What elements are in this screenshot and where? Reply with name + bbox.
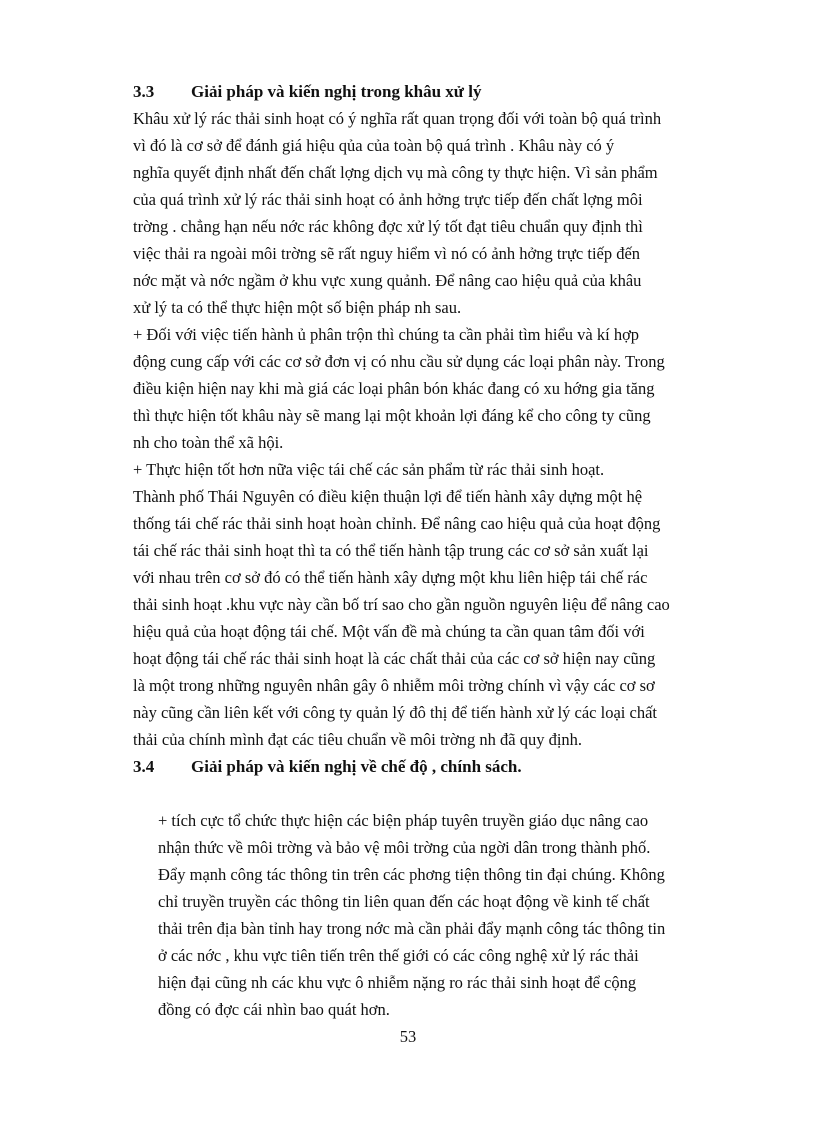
text-line: thải sinh hoạt .khu vực này cần bố trí sao cho gần nguồn nguyên liệu để nâng cao: [133, 595, 670, 614]
text-line: là một trong những nguyên nhân gây ô nhiễm môi trờng chính vì vậy các cơ sơ: [133, 676, 655, 695]
text-line: tái chế rác thải sinh hoạt thì ta có thể tiến hành tập trung các cơ sở sản xuất lại: [133, 541, 649, 560]
section-title: Giải pháp và kiến nghị về chế độ , chính sách.: [191, 757, 522, 776]
section-title: Giải pháp và kiến nghị trong khâu xử lý: [191, 82, 482, 101]
text-line: với nhau trên cơ sở đó có thể tiến hành xây dựng một khu liên hiệp tái chế rác: [133, 568, 648, 587]
section-3-3-heading: [133, 82, 482, 102]
text-line: Khâu xử lý rác thải sinh hoạt có ý nghĩa rất quan trọng đối với toàn bộ quá trình: [133, 109, 662, 128]
text-line: hiệu quả của hoạt động tái chế. Một vấn đề mà chúng ta cần quan tâm đối với: [133, 622, 645, 641]
text-line: thải của chính mình đạt các tiêu chuẩn về môi trờng nh đã quy định.: [133, 730, 583, 749]
text-line: + Đối với việc tiến hành ủ phân trộn thì chúng ta cần phải tìm hiểu và kí hợp: [133, 325, 640, 344]
text-line: chỉ truyền truyền các thông tin liên quan đến các hoạt động về kinh tế chất: [158, 892, 650, 911]
text-line: ở các nớc , khu vực tiên tiến trên thế giới có các công nghệ xử lý rác thải: [158, 946, 639, 965]
text-line: việc thải ra ngoài môi trờng sẽ rất nguy hiểm vì nó có ảnh hởng trực tiếp đến: [133, 244, 641, 263]
text-line: nớc mặt và nớc ngầm ở khu vực xung quảnh. Để nâng cao hiệu quả của khâu: [133, 271, 642, 290]
text-line: nh cho toàn thể xã hội.: [133, 433, 284, 452]
text-line: nghĩa quyết định nhất đến chất lợng dịch vụ mà công ty thực hiện. Vì sản phẩm: [133, 163, 658, 182]
text-line: xử lý ta có thể thực hiện một số biện pháp nh sau.: [133, 298, 462, 317]
text-line: này cũng cần liên kết với công ty quản lý đô thị để tiến hành xử lý các loại chất: [133, 703, 657, 722]
text-line: thải trên địa bàn tỉnh hay trong nớc mà cần phải đẩy mạnh công tác thông tin: [158, 919, 666, 938]
section-number: 3.3: [133, 82, 155, 101]
page-number: 53: [399, 1027, 417, 1046]
section-3-4-heading: [133, 757, 522, 777]
text-line: điều kiện hiện nay khi mà giá các loại phân bón khác đang có xu hớng gia tăng: [133, 379, 655, 398]
text-line: trờng . chẳng hạn nếu nớc rác không đợc xử lý tốt đạt tiêu chuẩn quy định thì: [133, 217, 643, 236]
text-line: động cung cấp với các cơ sở đơn vị có nhu cầu sử dụng các loại phân này. Trong: [133, 352, 665, 371]
text-line: + Thực hiện tốt hơn nữa việc tái chế các sản phẩm từ rác thải sinh hoạt.: [133, 460, 605, 479]
text-line: Đẩy mạnh công tác thông tin trên các phơng tiện thông tin đại chúng. Không: [158, 865, 665, 884]
text-line: hiện đại cũng nh các khu vực ô nhiễm nặng ro rác thải sinh hoạt để cộng: [158, 973, 637, 992]
text-line: + tích cực tổ chức thực hiện các biện pháp tuyên truyền giáo dục nâng cao: [158, 811, 649, 830]
text-line: của quá trình xử lý rác thải sinh hoạt có ảnh hởng trực tiếp đến chất lợng môi: [133, 190, 643, 209]
text-line: đồng có đợc cái nhìn bao quát hơn.: [158, 1000, 390, 1019]
text-line: vì đó là cơ sở để đánh giá hiệu qủa của toàn bộ quá trình . Khâu này có ý: [133, 136, 615, 155]
text-line: Thành phố Thái Nguyên có điều kiện thuận lợi để tiến hành xây dựng một hệ: [133, 487, 643, 506]
text-line: thống tái chế rác thải sinh hoạt hoàn chỉnh. Để nâng cao hiệu quả của hoạt động: [133, 514, 661, 533]
text-line: nhận thức về môi trờng và bảo vệ môi trờng của ngời dân trong thành phố.: [158, 838, 651, 857]
text-line: thì thực hiện tốt khâu này sẽ mang lại một khoản lợi đáng kể cho công ty cũng: [133, 406, 651, 425]
section-number: 3.4: [133, 757, 155, 776]
text-line: hoạt động tái chế rác thải sinh hoạt là các chất thải của các cơ sở hiện nay cũng: [133, 649, 656, 668]
